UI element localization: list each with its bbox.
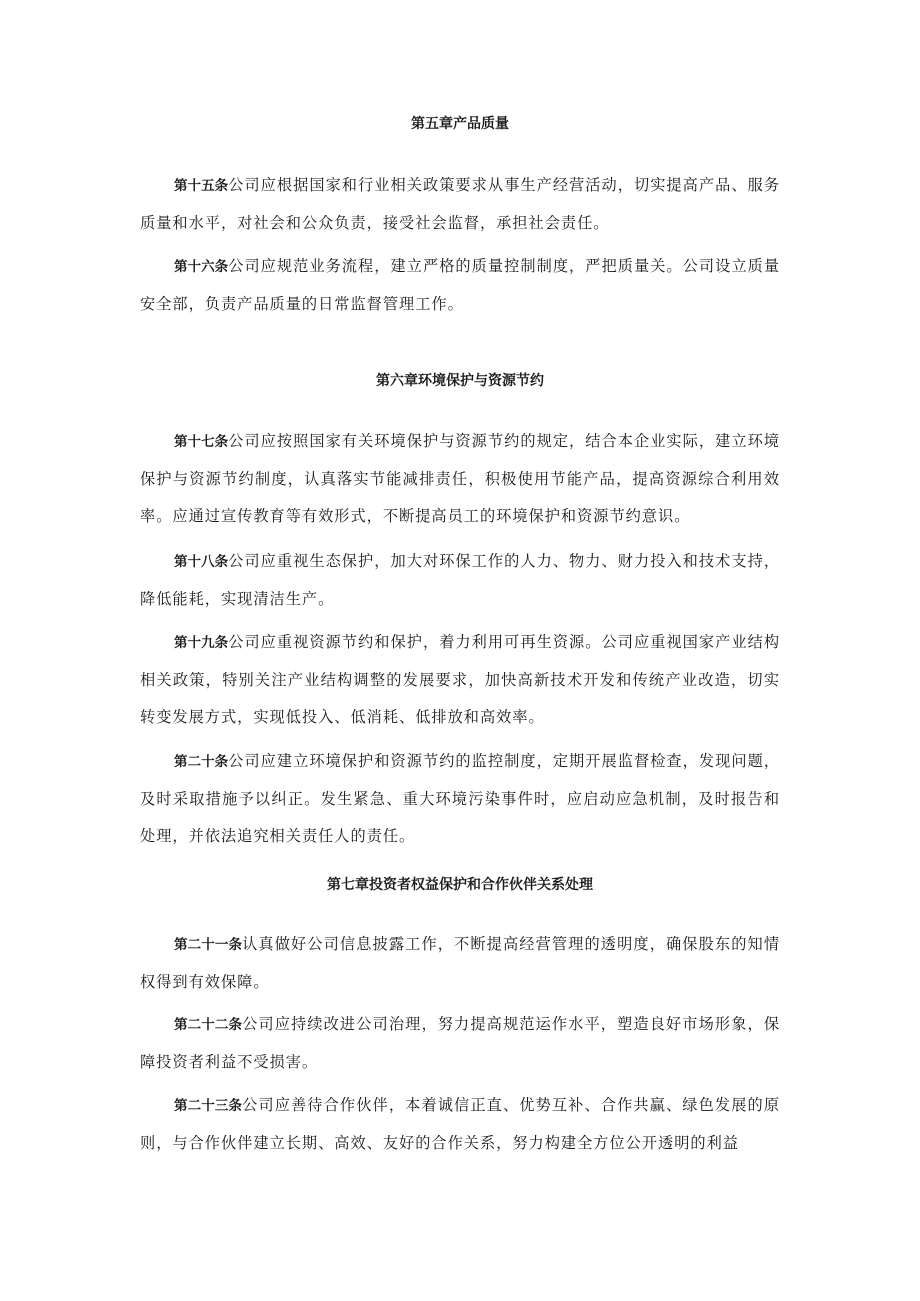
article-paragraph — [140, 926, 780, 1001]
article-text: 公司应持续改进公司治理，努力提高规范运作水平，塑造良好市场形象，保障投资者利益不受损害。 — [140, 1015, 781, 1071]
article-paragraph — [140, 1006, 780, 1081]
article-text: 公司应重视生态保护，加大对环保工作的人力、物力、财力投入和技术支持，降低能耗，实现清洁生产。 — [140, 552, 781, 608]
chapter-heading: 第六章环境保护与资源节约 — [376, 373, 544, 389]
article-number: 第二十条 — [174, 754, 229, 770]
article-text: 公司应规范业务流程，建立严格的质量控制制度，严把质量关。公司设立质量安全部，负责产品质量的日常监督管理工作。 — [140, 257, 781, 313]
article-paragraph — [140, 423, 780, 535]
article-text: 认真做好公司信息披露工作，不断提高经营管理的透明度，确保股东的知情权得到有效保障。 — [140, 935, 781, 991]
article-text: 公司应建立环境保护和资源节约的监控制度，定期开展监督检查，发现问题，及时采取措施予以纠正。发生紧急、重大环境污染事件时，应启动应急机制，及时报告和处理，并依法追究相关责任人的责任。 — [140, 752, 781, 845]
article-text: 公司应重视资源节约和保护，着力利用可再生资源。公司应重视国家产业结构相关政策，特别关注产业结构调整的发展要求，加快高新技术开发和传统产业改造，切实转变发展方式，实现低投入、低消耗、低排放和高效率。 — [140, 633, 781, 726]
article-text: 公司应根据国家和行业相关政策要求从事生产经营活动，切实提高产品、服务质量和水平，对社会和公众负责，接受社会监督，承担社会责任。 — [140, 176, 781, 232]
article-number: 第十八条 — [174, 554, 229, 570]
article-paragraph — [140, 248, 780, 323]
chapter-heading: 第七章投资者权益保护和合作伙伴关系处理 — [327, 877, 593, 893]
article-number: 第十六条 — [174, 259, 229, 275]
article-paragraph — [140, 167, 780, 242]
article-paragraph — [140, 543, 780, 618]
article-paragraph — [140, 1087, 780, 1162]
article-paragraph — [140, 743, 780, 855]
article-number: 第二十三条 — [174, 1098, 243, 1114]
article-paragraph — [140, 624, 780, 736]
article-number: 第十七条 — [174, 434, 229, 450]
chapter-heading: 第五章产品质量 — [411, 116, 509, 132]
article-number: 第十九条 — [174, 635, 229, 651]
article-number: 第二十一条 — [174, 937, 243, 953]
article-number: 第二十二条 — [174, 1017, 243, 1033]
article-text: 公司应按照国家有关环境保护与资源节约的规定，结合本企业实际，建立环境保护与资源节约制度，认真落实节能减排责任，积极使用节能产品，提高资源综合利用效率。应通过宣传教育等有效形式，不断提高员工的环境保护和资源节约意识。 — [140, 432, 781, 525]
article-number: 第十五条 — [174, 178, 229, 194]
article-text: 公司应善待合作伙伴，本着诚信正直、优势互补、合作共赢、绿色发展的原则，与合作伙伴建立长期、高效、友好的合作关系，努力构建全方位公开透明的利益 — [140, 1096, 781, 1152]
